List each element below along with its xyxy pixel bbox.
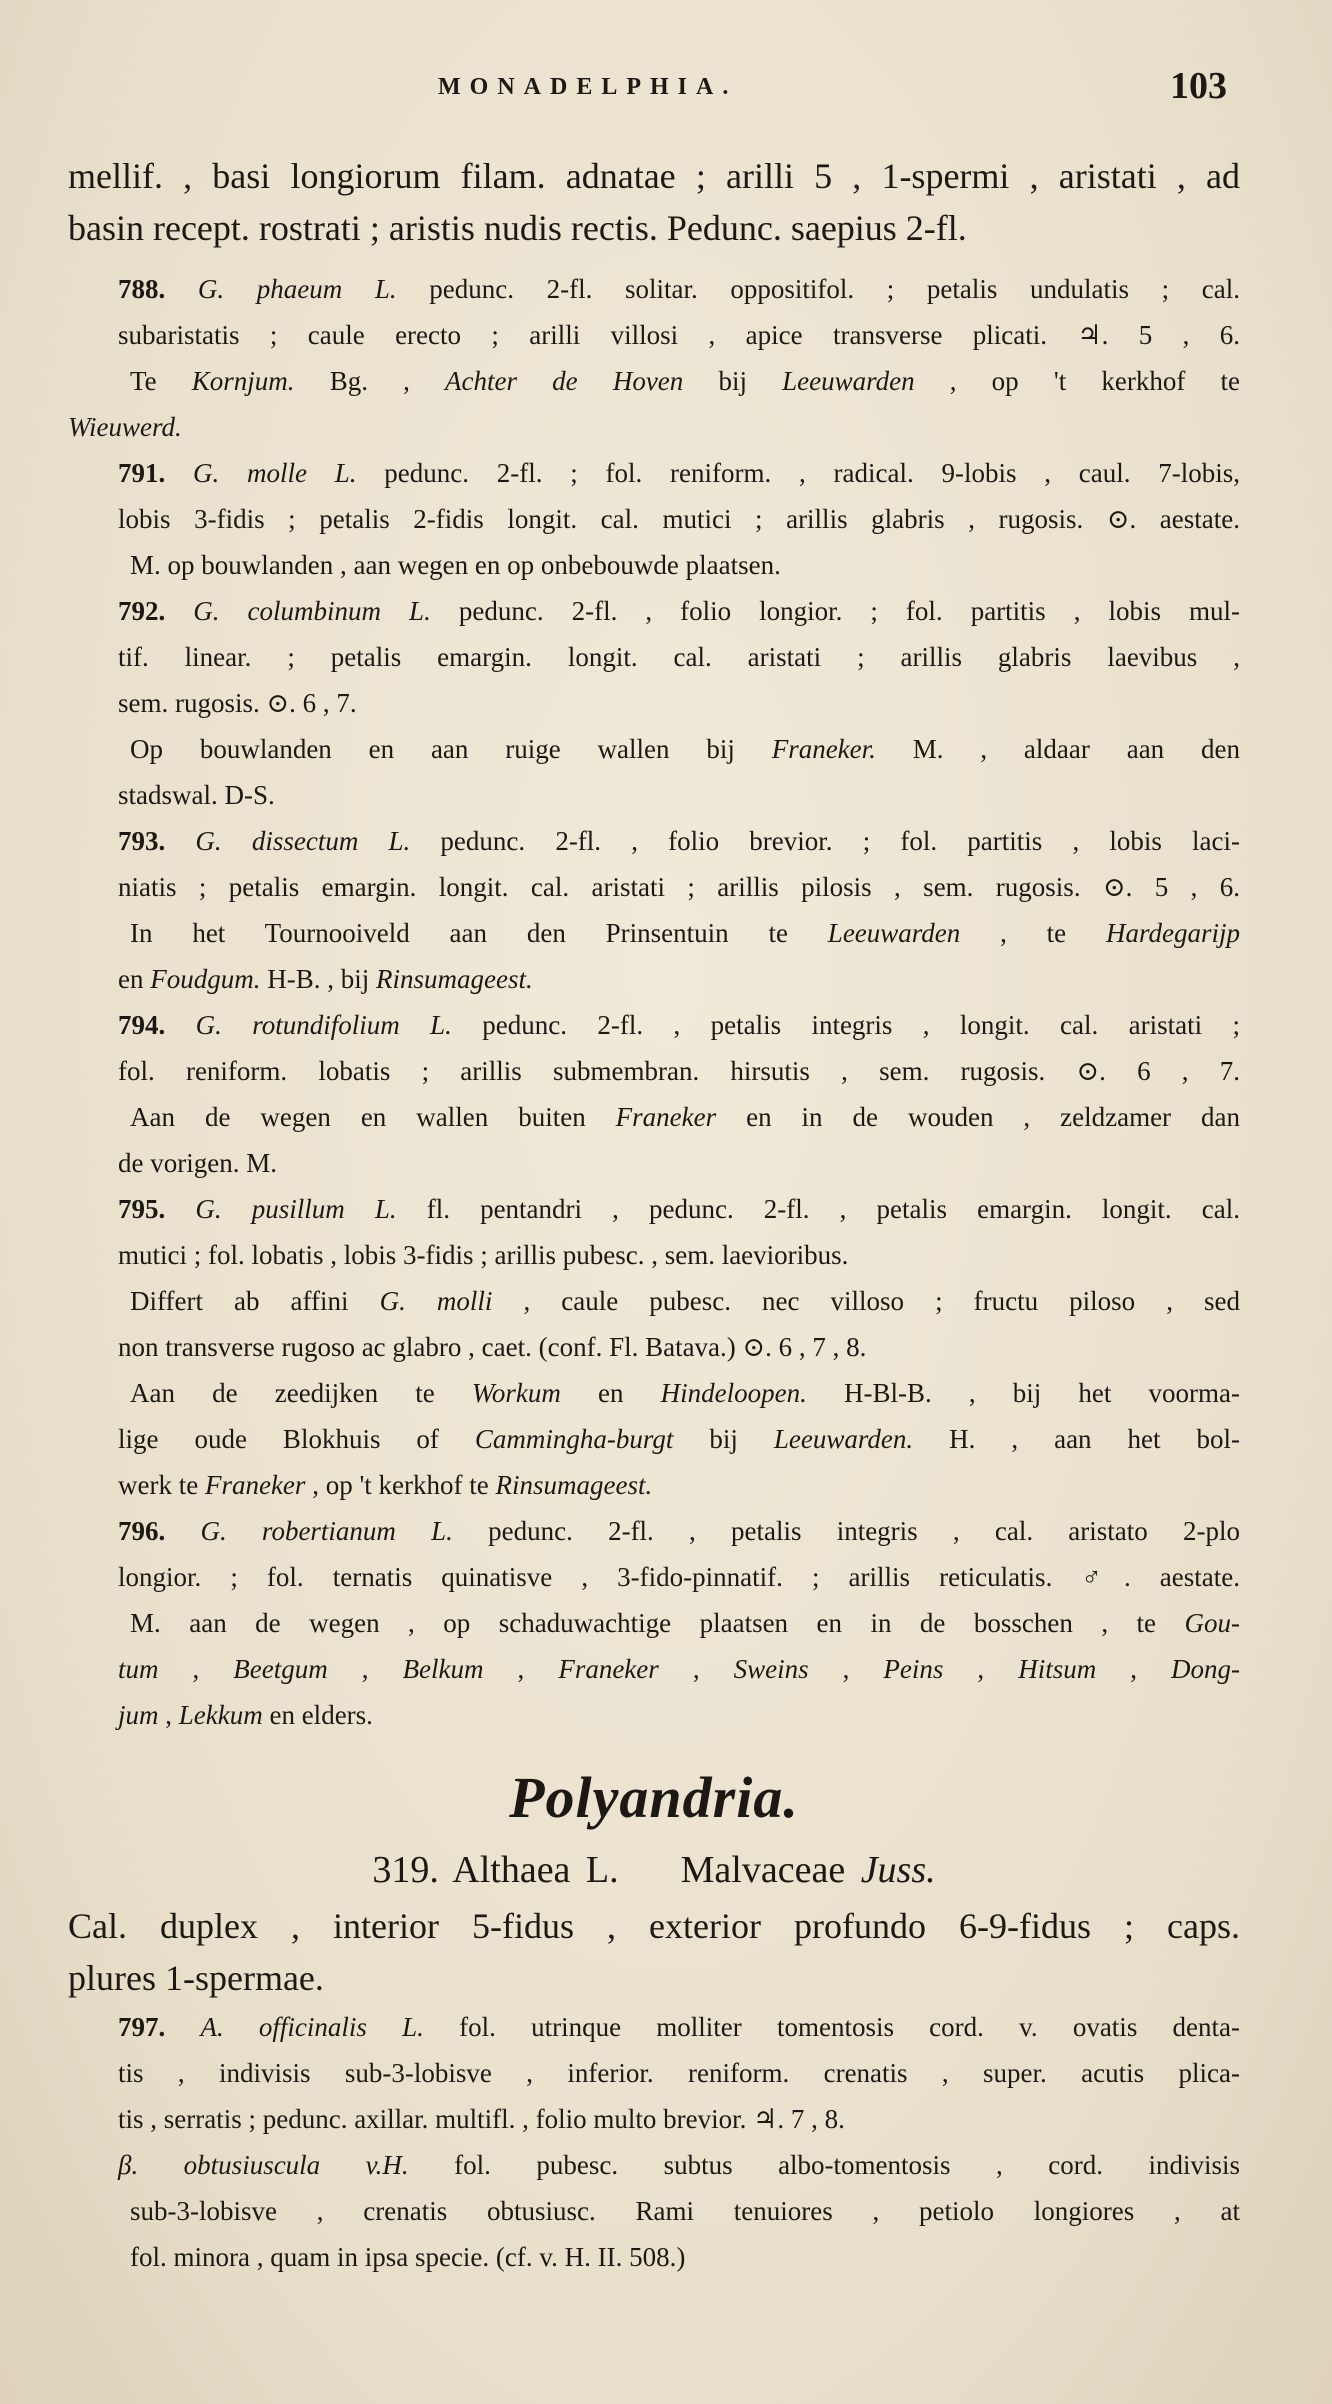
text-line: [68, 1416, 1240, 1462]
italic-text: Leeuwarden: [827, 918, 961, 948]
italic-text: Belkum: [402, 1654, 484, 1684]
genus-number: 319.: [372, 1849, 439, 1891]
text-segment: [165, 1194, 195, 1224]
text-segment: ,: [658, 1654, 734, 1684]
text-line: [68, 2234, 1240, 2280]
text-line: [68, 864, 1240, 910]
text-segment: M. op bouwlanden , aan wegen en op onbebouwde plaatsen.: [130, 550, 781, 580]
text-line: [68, 2142, 1240, 2188]
text-segment: M. , aldaar aan den: [875, 734, 1240, 764]
genus-name: Althaea L.: [452, 1849, 619, 1891]
text-line: [68, 1002, 1240, 1048]
text-line: [68, 1048, 1240, 1094]
italic-text: Dong-: [1171, 1654, 1240, 1684]
text-segment: en: [560, 1378, 661, 1408]
entry-number: 792.: [118, 596, 166, 626]
text-segment: , caule pubesc. nec villoso ; fructu piloso , sed: [492, 1286, 1240, 1316]
text-segment: ,: [943, 1654, 1019, 1684]
text-segment: fol. reniform. lobatis ; arillis submembran. hirsutis , sem. rugosis. ⊙. 6 , 7.: [118, 1056, 1240, 1086]
text-line: [68, 1186, 1240, 1232]
italic-text: Rinsumageest.: [495, 1470, 653, 1500]
text-segment: basin recept. rostrati ; aristis nudis rectis. Pedunc. saepius 2-fl.: [68, 208, 967, 248]
text-line: [68, 588, 1240, 634]
text-line: [68, 1462, 1240, 1508]
text-segment: en: [118, 964, 151, 994]
text-line: [68, 404, 1240, 450]
text-segment: [165, 2012, 200, 2042]
text-segment: lige oude Blokhuis of: [118, 1424, 475, 1454]
entry-number: 793.: [118, 826, 166, 856]
family-author: Juss.: [860, 1849, 936, 1891]
section-title: Polyandria.: [509, 1765, 799, 1830]
text-line: [68, 726, 1240, 772]
text-segment: pedunc. 2-fl. solitar. oppositifol. ; petalis undulatis ; cal.: [396, 274, 1240, 304]
text-segment: H-Bl-B. , bij het voorma-: [806, 1378, 1240, 1408]
entry-number: 788.: [118, 274, 166, 304]
text-segment: fol. pubesc. subtus albo-tomentosis , cord. indivisis: [408, 2150, 1240, 2180]
italic-text: Hitsum: [1018, 1654, 1097, 1684]
text-segment: In het Tournooiveld aan den Prinsentuin te: [130, 918, 828, 948]
italic-text: Lekkum: [178, 1700, 263, 1730]
text-line: [68, 680, 1240, 726]
text-segment: fl. pentandri , pedunc. 2-fl. , petalis emargin. longit. cal.: [396, 1194, 1240, 1224]
text-line: [68, 358, 1240, 404]
text-line: [68, 2004, 1240, 2050]
italic-text: tum: [118, 1654, 159, 1684]
italic-text: Hardegarijp: [1106, 918, 1240, 948]
italic-text: Gou-: [1184, 1608, 1240, 1638]
text-segment: tif. linear. ; petalis emargin. longit. cal. aristati ; arillis glabris laevibus ,: [118, 642, 1240, 672]
text-line: [68, 1646, 1240, 1692]
italic-text: Franeker: [615, 1102, 717, 1132]
text-segment: ,: [158, 1654, 234, 1684]
text-segment: ,: [483, 1654, 559, 1684]
text-line: [68, 1900, 1240, 1952]
text-line: [68, 956, 1240, 1002]
text-segment: [165, 826, 195, 856]
text-segment: fol. utrinque molliter tomentosis cord. v. ovatis denta-: [423, 2012, 1240, 2042]
text-segment: Cal. duplex , interior 5-fidus , exterior profundo 6-9-fidus ; caps.: [68, 1906, 1240, 1946]
text-segment: mutici ; fol. lobatis , lobis 3-fidis ; arillis pubesc. , sem. laevioribus.: [118, 1240, 849, 1270]
text-segment: pedunc. 2-fl. , petalis integris , longit. cal. aristati ;: [451, 1010, 1240, 1040]
italic-text: Franeker.: [771, 734, 876, 764]
text-segment: [165, 1516, 200, 1546]
body-text: [68, 150, 1240, 2280]
entry-number: 796.: [118, 1516, 166, 1546]
italic-text: Leeuwarden.: [773, 1424, 914, 1454]
italic-text: Beetgum: [233, 1654, 328, 1684]
text-segment: non transverse rugoso ac glabro , caet. (conf. Fl. Batava.) ⊙. 6 , 7 , 8.: [118, 1332, 867, 1362]
italic-text: Peins: [883, 1654, 944, 1684]
text-segment: niatis ; petalis emargin. longit. cal. aristati ; arillis pilosis , sem. rugosis. ⊙. 5 , 6.: [118, 872, 1240, 902]
italic-text: G. pusillum L.: [195, 1194, 397, 1224]
page-header: [0, 65, 1332, 110]
italic-text: Workum: [471, 1378, 561, 1408]
text-segment: [165, 1010, 195, 1040]
text-segment: plures 1-spermae.: [68, 1958, 324, 1998]
text-line: [68, 818, 1240, 864]
text-segment: [165, 596, 193, 626]
italic-text: Franeker: [204, 1470, 306, 1500]
text-segment: mellif. , basi longiorum filam. adnatae ; arilli 5 , 1-spermi , aristati , ad: [68, 156, 1240, 196]
text-line: [68, 202, 1240, 254]
paragraph-gap: [68, 254, 1240, 266]
entry-number: 795.: [118, 1194, 166, 1224]
text-line: [68, 542, 1240, 588]
text-segment: werk te: [118, 1470, 205, 1500]
text-segment: pedunc. 2-fl. , folio longior. ; fol. partitis , lobis mul-: [430, 596, 1240, 626]
text-line: [68, 1692, 1240, 1738]
text-segment: sub-3-lobisve , crenatis obtusiusc. Rami tenuiores , petiolo longiores , at: [130, 2196, 1240, 2226]
text-segment: en elders.: [262, 1700, 373, 1730]
text-line: [68, 1508, 1240, 1554]
italic-text: G. robertianum L.: [200, 1516, 453, 1546]
text-line: [68, 1278, 1240, 1324]
text-line: [68, 910, 1240, 956]
text-line: [68, 496, 1240, 542]
text-line: [68, 1324, 1240, 1370]
italic-text: Cammingha-burgt: [474, 1424, 674, 1454]
italic-text: Foudgum.: [150, 964, 261, 994]
text-segment: , op 't kerkhof te: [305, 1470, 496, 1500]
genus-heading: [68, 1840, 1240, 1900]
italic-text: G. phaeum L.: [197, 274, 397, 304]
italic-text: β. obtusiuscula v.H.: [118, 2150, 409, 2180]
text-segment: Differt ab affini: [130, 1286, 380, 1316]
text-line: [68, 1232, 1240, 1278]
italic-text: jum: [118, 1700, 159, 1730]
text-line: [68, 1952, 1240, 2004]
italic-text: Leeuwarden: [782, 366, 915, 396]
italic-text: Hindeloopen.: [660, 1378, 807, 1408]
text-segment: pedunc. 2-fl. , petalis integris , cal. aristato 2-plo: [452, 1516, 1240, 1546]
text-line: [68, 1554, 1240, 1600]
text-line: [68, 2050, 1240, 2096]
italic-text: Wieuwerd.: [68, 412, 182, 442]
italic-text: Rinsumageest.: [376, 964, 533, 994]
text-segment: H. , aan het bol-: [913, 1424, 1240, 1454]
text-segment: Bg. ,: [294, 366, 446, 396]
text-segment: ,: [1096, 1654, 1172, 1684]
family-name: Malvaceae: [680, 1849, 846, 1891]
italic-text: A. officinalis L.: [200, 2012, 424, 2042]
text-line: [68, 2096, 1240, 2142]
text-segment: H-B. , bij: [260, 964, 376, 994]
text-segment: [165, 458, 193, 488]
text-line: [68, 266, 1240, 312]
text-segment: de vorigen. M.: [118, 1148, 277, 1178]
text-line: [68, 634, 1240, 680]
entry-number: 791.: [118, 458, 166, 488]
text-segment: ,: [158, 1700, 179, 1730]
italic-text: G. columbinum L.: [193, 596, 431, 626]
italic-text: G. dissectum L.: [195, 826, 411, 856]
text-segment: longior. ; fol. ternatis quinatisve , 3-fido-pinnatif. ; arillis reticulatis. ♂. aestate.: [118, 1562, 1240, 1592]
text-segment: , te: [960, 918, 1106, 948]
running-title: MONADELPHIA.: [438, 74, 738, 100]
text-line: [68, 2188, 1240, 2234]
text-line: [68, 150, 1240, 202]
entry-number: 794.: [118, 1010, 166, 1040]
text-segment: , op 't kerkhof te: [914, 366, 1240, 396]
text-line: [68, 1140, 1240, 1186]
geranium-entries: [68, 150, 1240, 1738]
italic-text: G. molli: [379, 1286, 493, 1316]
text-segment: subaristatis ; caule erecto ; arilli villosi , apice transverse plicati. ♃. 5 , 6.: [118, 320, 1240, 350]
italic-text: G. molle L.: [193, 458, 357, 488]
text-segment: Op bouwlanden en aan ruige wallen bij: [130, 734, 772, 764]
text-segment: en in de wouden , zeldzamer dan: [716, 1102, 1240, 1132]
text-line: [68, 450, 1240, 496]
text-segment: Aan de zeedijken te: [130, 1378, 472, 1408]
text-segment: pedunc. 2-fl. ; fol. reniform. , radical. 9-lobis , caul. 7-lobis,: [356, 458, 1240, 488]
text-segment: ,: [808, 1654, 884, 1684]
text-line: [68, 1094, 1240, 1140]
entry-number: 797.: [118, 2012, 166, 2042]
italic-text: Franeker: [558, 1654, 659, 1684]
italic-text: G. rotundifolium L.: [195, 1010, 452, 1040]
text-segment: tis , serratis ; pedunc. axillar. multifl. , folio multo brevior. ♃. 7 , 8.: [118, 2104, 845, 2134]
italic-text: Achter de Hoven: [445, 366, 684, 396]
text-segment: bij: [683, 366, 783, 396]
italic-text: Kornjum.: [191, 366, 295, 396]
text-line: [68, 772, 1240, 818]
text-segment: sem. rugosis. ⊙. 6 , 7.: [118, 688, 357, 718]
text-segment: bij: [673, 1424, 774, 1454]
text-segment: Te: [130, 366, 192, 396]
text-segment: tis , indivisis sub-3-lobisve , inferior. reniform. crenatis , super. acutis plica-: [118, 2058, 1240, 2088]
italic-text: Sweins: [733, 1654, 809, 1684]
text-segment: [165, 274, 198, 304]
text-segment: M. aan de wegen , op schaduwachtige plaatsen en in de bosschen , te: [130, 1608, 1185, 1638]
text-segment: Aan de wegen en wallen buiten: [130, 1102, 616, 1132]
althaea-entries: [68, 1900, 1240, 2280]
text-line: [68, 1370, 1240, 1416]
text-segment: pedunc. 2-fl. , folio brevior. ; fol. partitis , lobis laci-: [410, 826, 1240, 856]
text-segment: ,: [327, 1654, 403, 1684]
text-line: [68, 1600, 1240, 1646]
text-line: [68, 312, 1240, 358]
text-segment: lobis 3-fidis ; petalis 2-fidis longit. cal. mutici ; arillis glabris , rugosis. ⊙. aestate.: [118, 504, 1240, 534]
text-segment: stadswal. D-S.: [118, 780, 275, 810]
text-segment: fol. minora , quam in ipsa specie. (cf. v. H. II. 508.): [130, 2242, 686, 2272]
page-number: 103: [1170, 65, 1227, 107]
